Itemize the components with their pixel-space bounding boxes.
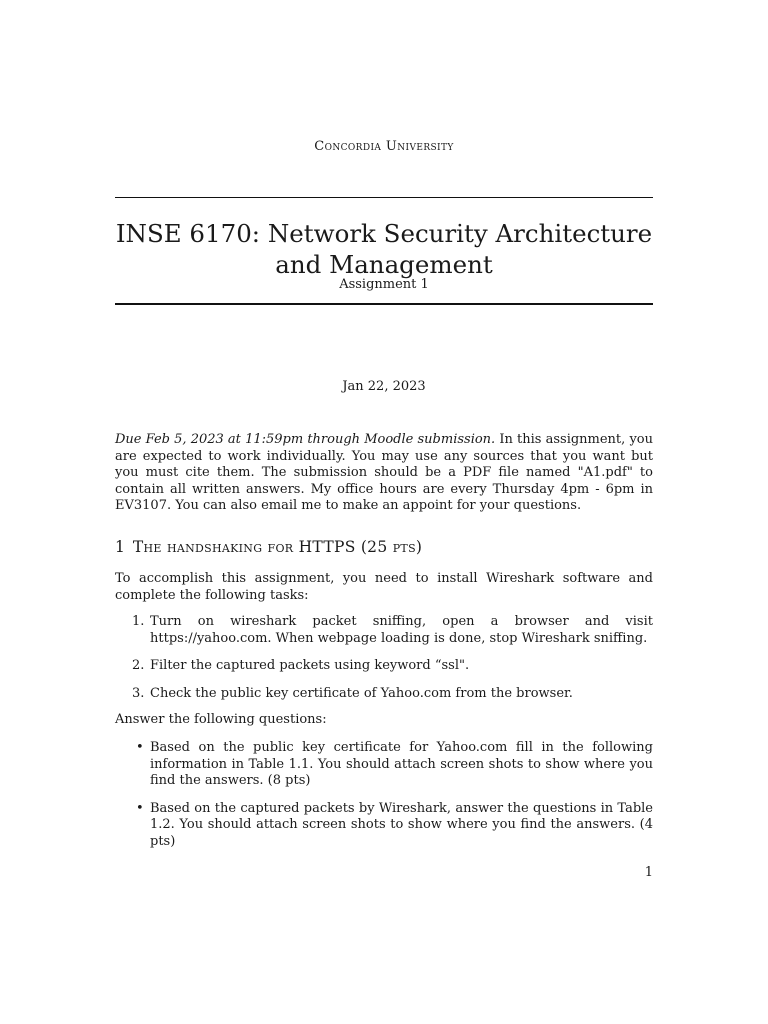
assignment-date: Jan 22, 2023 (342, 379, 426, 394)
intro-paragraph (115, 432, 653, 515)
list-item-text: Turn on wireshark packet sniffing, open a browser and visit https://yahoo.com. When webpage loading is done, stop Wireshark sniffing. (150, 614, 653, 646)
due-date-text: Due Feb 5, 2023 at 11:59pm through Moodle submission. (115, 432, 496, 447)
list-item (115, 658, 653, 675)
list-item (115, 686, 653, 703)
intro-body: In this assignment, you are expected to work individually. You may use any sources that you want but you must cite them. The submission should be a PDF file named "A1.pdf" to contain all written answers. My office hours are every Thursday 4pm - 6pm in EV3107. You can also email me to make an appoint for your questions. (115, 432, 653, 513)
list-item-text: Based on the captured packets by Wireshark, answer the questions in Table 1.2. You should attach screen shots to show where you find the answers. (4 pts) (150, 800, 653, 849)
list-marker: 1. (132, 614, 145, 629)
course-title: INSE 6170: Network Security Architecture and Management (115, 219, 653, 279)
bullet-icon: • (136, 800, 144, 816)
list-marker: 3. (132, 685, 145, 701)
task-list (115, 614, 653, 713)
list-item-text: Check the public key certificate of Yahoo.com from the browser. (150, 685, 573, 701)
section-title-text: The handshaking for HTTPS (25 pts) (132, 538, 423, 556)
assignment-subtitle: Assignment 1 (339, 277, 429, 292)
list-item (115, 740, 653, 790)
section-number: 1 (115, 538, 125, 556)
top-rule (115, 197, 653, 198)
section-lead-paragraph: To accomplish this assignment, you need to install Wireshark software and complete the following tasks: (115, 571, 653, 603)
section-heading (115, 538, 653, 556)
university-name: Concordia University (314, 139, 454, 154)
bottom-rule (115, 303, 653, 305)
question-list (115, 740, 653, 861)
list-item-text: Based on the public key certificate for Yahoo.com fill in the following information in Table 1.1. You should attach screen shots to show where you find the answers. (8 pts) (150, 740, 653, 788)
bullet-icon: • (136, 740, 144, 755)
questions-lead: Answer the following questions: (115, 712, 327, 727)
list-item (115, 614, 653, 647)
page-number: 1 (644, 865, 653, 880)
list-item (115, 801, 653, 851)
list-marker: 2. (132, 658, 145, 673)
list-item-text: Filter the captured packets using keyword “ssl". (150, 658, 470, 673)
